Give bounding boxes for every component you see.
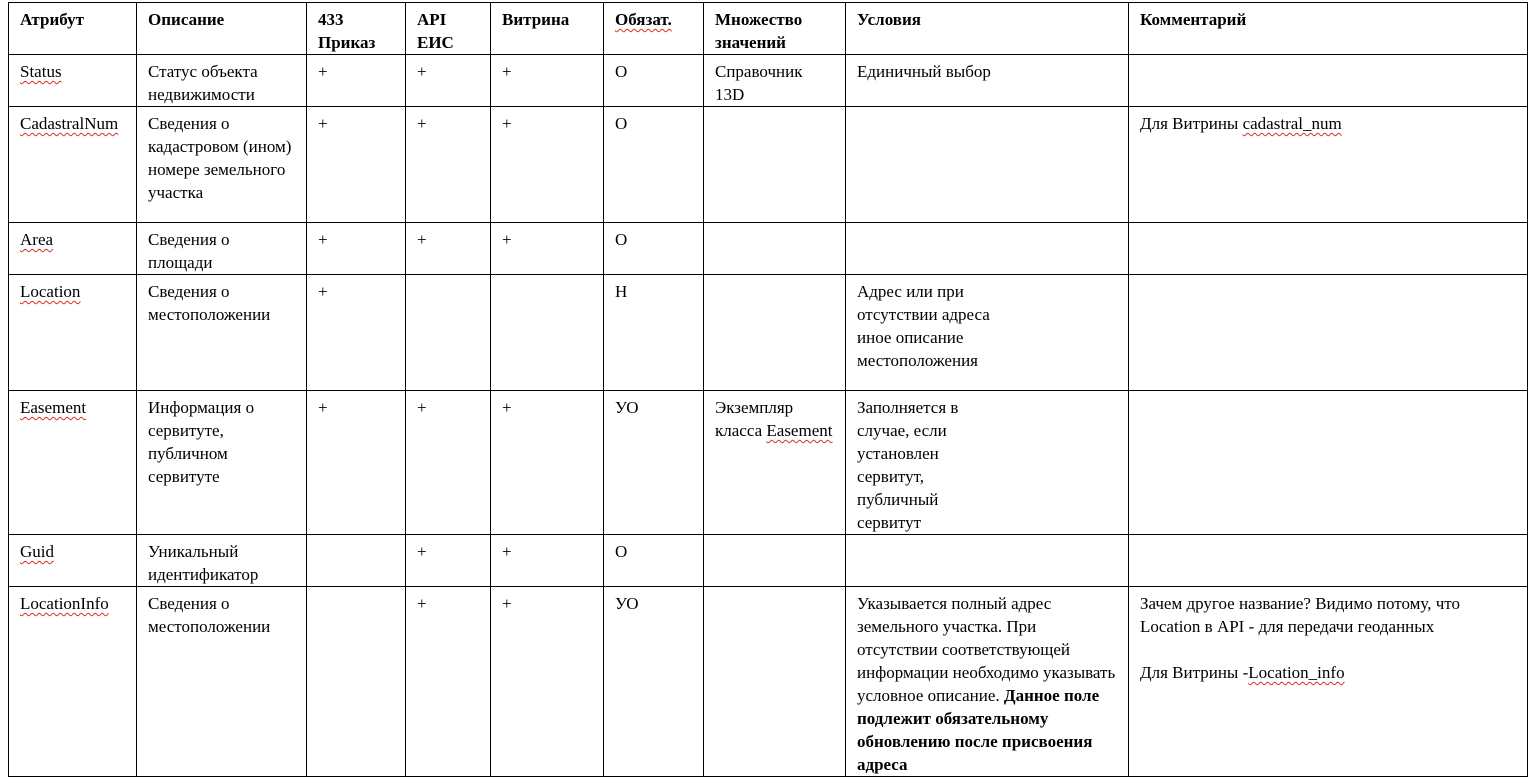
header-order433: 433 Приказ <box>307 3 406 55</box>
cell-comment <box>1129 223 1528 275</box>
cell-values-set <box>704 275 846 391</box>
cell-conditions <box>846 107 1129 223</box>
cell-required: УО <box>604 391 704 535</box>
cell-api-eis: + <box>406 55 491 107</box>
cell-attribute <box>9 107 137 223</box>
cell-api-eis: + <box>406 223 491 275</box>
conditions-text: Заполняется в случае, если установлен сервитут, публичный сервитут <box>857 398 959 532</box>
comment-paragraph-2 <box>1140 661 1517 684</box>
cell-values-set <box>704 107 846 223</box>
cell-order433: + <box>307 391 406 535</box>
cell-values-set <box>704 587 846 777</box>
attribute-name: Easement <box>20 398 87 417</box>
cell-api-eis: + <box>406 107 491 223</box>
cell-attribute <box>9 587 137 777</box>
header-values-set: Множество значений <box>704 3 846 55</box>
cell-api-eis: + <box>406 587 491 777</box>
cell-attribute <box>9 223 137 275</box>
table-row <box>9 587 1528 777</box>
cell-description: Уникальный идентификатор <box>137 535 307 587</box>
cell-conditions: Единичный выбор <box>846 55 1129 107</box>
cell-conditions <box>846 223 1129 275</box>
cell-required: О <box>604 107 704 223</box>
cell-required: Н <box>604 275 704 391</box>
header-api-eis: API ЕИС <box>406 3 491 55</box>
cell-required: УО <box>604 587 704 777</box>
cell-description: Сведения о местоположении <box>137 275 307 391</box>
cell-values-set: Справочник 13D <box>704 55 846 107</box>
conditions-text: Указывается полный адрес земельного участка. При отсутствии соответствующей информации необходимо указывать условное описание. <box>857 594 1116 705</box>
cell-order433: + <box>307 107 406 223</box>
cell-conditions <box>846 275 1129 391</box>
conditions-text: Адрес или при отсутствии адреса иное описание местоположения <box>857 282 990 370</box>
cell-description: Сведения о местоположении <box>137 587 307 777</box>
cell-vitrina: + <box>491 107 604 223</box>
cell-order433: + <box>307 223 406 275</box>
cell-attribute <box>9 535 137 587</box>
cell-description: Информация о сервитуте, публичном сервитуте <box>137 391 307 535</box>
header-vitrina: Витрина <box>491 3 604 55</box>
table-row <box>9 275 1528 391</box>
cell-api-eis: + <box>406 391 491 535</box>
cell-api-eis: + <box>406 535 491 587</box>
attribute-name: Status <box>20 62 62 81</box>
header-attribute: Атрибут <box>9 3 137 55</box>
cell-required: О <box>604 223 704 275</box>
cell-required: О <box>604 535 704 587</box>
cell-conditions <box>846 587 1129 777</box>
cell-vitrina <box>491 275 604 391</box>
values-set-term: Easement <box>766 421 833 440</box>
cell-required: О <box>604 55 704 107</box>
cell-comment <box>1129 587 1528 777</box>
table-row <box>9 55 1528 107</box>
cell-conditions <box>846 391 1129 535</box>
cell-vitrina: + <box>491 55 604 107</box>
header-comment: Комментарий <box>1129 3 1528 55</box>
attribute-name: Location <box>20 282 81 301</box>
table-row <box>9 223 1528 275</box>
cell-order433: + <box>307 275 406 391</box>
cell-order433 <box>307 587 406 777</box>
attribute-table <box>8 2 1528 777</box>
cell-api-eis <box>406 275 491 391</box>
values-set-prefix: Экземпляр класса <box>715 398 794 440</box>
attribute-name: CadastralNum <box>20 114 119 133</box>
cell-comment <box>1129 391 1528 535</box>
comment-paragraph-1: Зачем другое название? Видимо потому, что Location в API - для передачи геоданных <box>1140 594 1460 636</box>
cell-attribute <box>9 391 137 535</box>
cell-vitrina: + <box>491 535 604 587</box>
conditions-bold-note: Данное поле подлежит обязательному обновлению после присвоения адреса <box>857 686 1100 774</box>
cell-values-set <box>704 535 846 587</box>
cell-conditions <box>846 535 1129 587</box>
attribute-name: Guid <box>20 542 54 561</box>
comment-spacer <box>1140 638 1517 661</box>
cell-vitrina: + <box>491 223 604 275</box>
table-row <box>9 391 1528 535</box>
cell-comment <box>1129 535 1528 587</box>
attribute-name: LocationInfo <box>20 594 109 613</box>
comment-term: Location_info <box>1248 663 1345 682</box>
comment-prefix: Для Витрины - <box>1140 663 1249 682</box>
cell-order433 <box>307 535 406 587</box>
cell-order433: + <box>307 55 406 107</box>
header-conditions: Условия <box>846 3 1129 55</box>
cell-comment <box>1129 107 1528 223</box>
comment-prefix: Для Витрины <box>1140 114 1243 133</box>
cell-attribute <box>9 55 137 107</box>
attribute-name: Area <box>20 230 54 249</box>
cell-description: Сведения о кадастровом (ином) номере земельного участка <box>137 107 307 223</box>
cell-vitrina: + <box>491 391 604 535</box>
table-row <box>9 107 1528 223</box>
cell-attribute <box>9 275 137 391</box>
cell-description: Статус объекта недвижимости <box>137 55 307 107</box>
cell-description: Сведения о площади <box>137 223 307 275</box>
cell-vitrina: + <box>491 587 604 777</box>
cell-comment <box>1129 275 1528 391</box>
comment-term: cadastral_num <box>1242 114 1342 133</box>
cell-values-set <box>704 391 846 535</box>
header-description: Описание <box>137 3 307 55</box>
table-row <box>9 535 1528 587</box>
header-required <box>604 3 704 55</box>
cell-values-set <box>704 223 846 275</box>
header-row <box>9 3 1528 55</box>
cell-comment <box>1129 55 1528 107</box>
header-required-label: Обязат. <box>615 10 672 29</box>
